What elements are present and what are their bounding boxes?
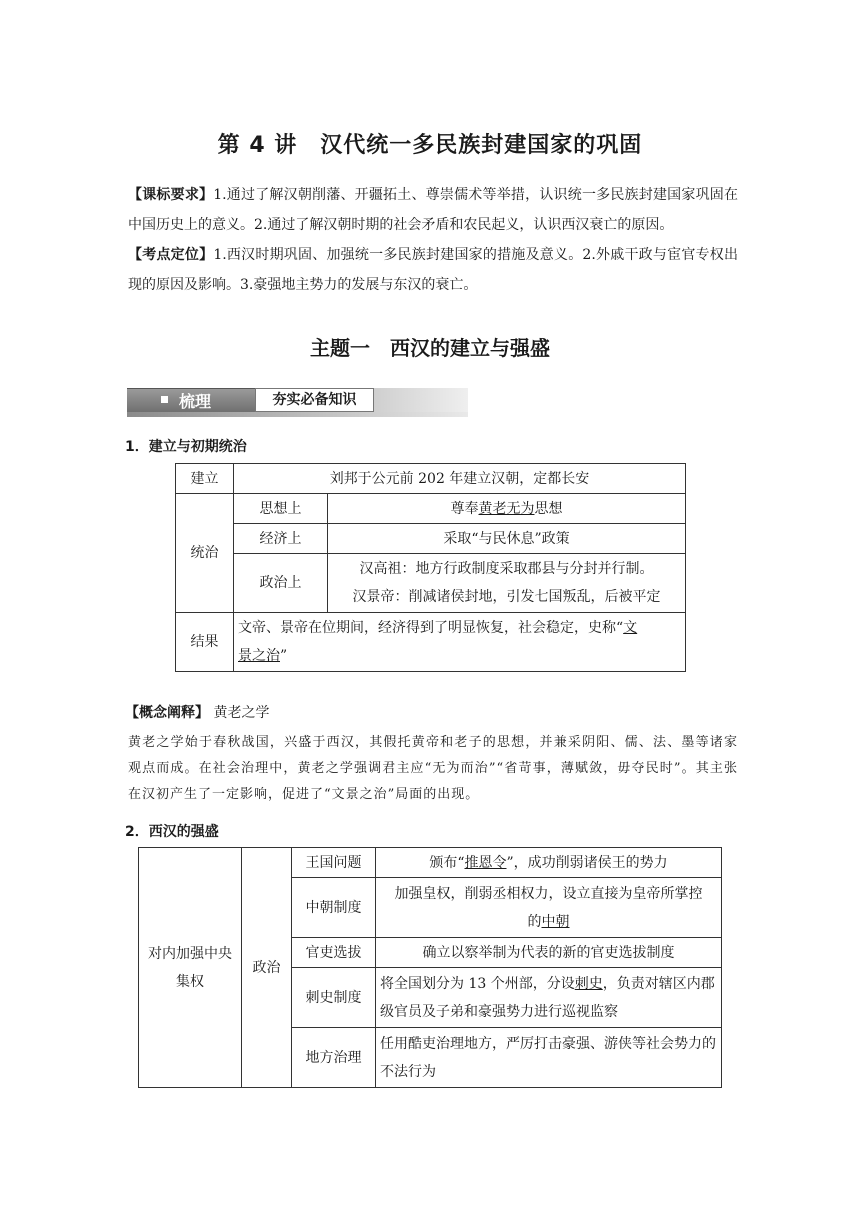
local-gov-head: 地方治理: [292, 1028, 376, 1088]
table-row: [176, 613, 686, 672]
politics-line-2: 汉景帝：削减诸侯封地，引发七国叛乱，后被平定: [352, 589, 661, 605]
kingdom-head: 王国问题: [292, 848, 376, 878]
politics-line-1: 汉高祖：地方行政制度采取郡县与分封并行制。: [359, 561, 654, 577]
banner-label: 梳理: [179, 392, 212, 411]
focus-tag: 【考点定位】: [128, 247, 214, 263]
banner-underline: [127, 412, 468, 417]
table-row: [139, 848, 722, 878]
selection-text: 确立以察举制为代表的新的官吏选拔制度: [376, 938, 722, 968]
exam-focus: [128, 240, 738, 300]
col-politics: 政治: [242, 848, 292, 1088]
requirements-tag: 【课标要求】: [128, 187, 214, 203]
economy-head: 经济上: [234, 524, 328, 554]
ideology-post: 思想: [534, 500, 563, 517]
focus-text: 1.西汉时期巩固、加强统一多民族封建国家的措施及意义。2.外戚干政与宦官专权出现的原因及影响。3.豪强地主势力的发展与东汉的衰亡。: [128, 247, 738, 293]
establishment-table: [175, 463, 686, 672]
local-gov-text: 任用酷吏治理地方，严厉打击豪强、游侠等社会势力的不法行为: [376, 1028, 722, 1088]
result-key-term-b: 景之治: [238, 648, 280, 664]
kingdom-key-term: 推恩令: [464, 854, 507, 871]
kingdom-post: ”，成功削弱诸侯王的势力: [506, 854, 668, 871]
concept-text: 黄老之学始于春秋战国，兴盛于西汉，其假托黄帝和老子的思想，并兼采阴阳、儒、法、墨等诸家观点而成。在社会治理中，黄老之学强调君主应“无为而治”“省苛事，薄赋敛，毋夺民时”。其主张在汉初产生了一定影响，促进了“文景之治”局面的出现。: [128, 735, 738, 802]
lesson-title: 第 4 讲 汉代统一多民族封建国家的巩固: [217, 133, 643, 158]
section-heading-2: 2．西汉的强盛: [125, 824, 219, 840]
inner-court-line-1: 加强皇权，削弱丞相权力，设立直接为皇帝所掌控: [394, 885, 703, 902]
inner-court-pre: 的: [527, 913, 542, 930]
concept-tag: 【概念阐释】: [125, 705, 209, 721]
row-head-result: 结果: [176, 613, 234, 672]
inner-court-head: 中朝制度: [292, 878, 376, 938]
table-row: [176, 554, 686, 613]
row-head-establish: 建立: [176, 464, 234, 494]
ideology-cell: [328, 494, 686, 524]
banner-subtitle: 夯实必备知识: [255, 388, 374, 412]
col-central-power: [139, 848, 242, 1088]
result-key-term-a: 文: [623, 620, 638, 636]
result-pre: 文帝、景帝在位期间，经济得到了明显恢复，社会稳定，史称“: [238, 620, 624, 636]
curriculum-requirements: [128, 180, 738, 240]
establish-text: 刘邦于公元前 202 年建立汉朝，定都长安: [234, 464, 686, 494]
kingdom-pre: 颁布“: [429, 854, 465, 871]
section-heading-1: 1．建立与初期统治: [125, 439, 247, 455]
inspector-key-term: 刺史: [574, 975, 603, 992]
ideology-head: 思想上: [234, 494, 328, 524]
inspector-cell: [376, 968, 722, 1028]
theme-title: 主题一 西汉的建立与强盛: [310, 336, 550, 360]
inner-court-key-term: 中朝: [541, 913, 570, 930]
section-banner: [127, 388, 468, 416]
inspector-post: ，负责对辖区内郡级官员及子弟和豪强势力进行巡视监察: [380, 975, 715, 1020]
table-row: [176, 494, 686, 524]
politics-head: 政治上: [234, 554, 328, 613]
politics-cell: [328, 554, 686, 613]
result-post: ”: [280, 648, 288, 664]
inspector-pre: 将全国划分为 13 个州部，分设: [380, 975, 575, 992]
prosperity-table: [138, 847, 722, 1088]
economy-text: 采取“与民休息”政策: [328, 524, 686, 554]
selection-head: 官吏选拔: [292, 938, 376, 968]
concept-heading: [125, 702, 269, 722]
concept-term: 黄老之学: [213, 705, 270, 721]
banner-fade-block: [374, 388, 468, 412]
inspector-head: 刺史制度: [292, 968, 376, 1028]
row-head-rule: 统治: [176, 494, 234, 613]
requirements-text: 1.通过了解汉朝削藩、开疆拓土、尊崇儒术等举措，认识统一多民族封建国家巩固在中国历史上的意义。2.通过了解汉朝时期的社会矛盾和农民起义，认识西汉衰亡的原因。: [128, 187, 738, 233]
inner-court-cell: [376, 878, 722, 938]
ideology-key-term: 黄老无为: [478, 500, 535, 517]
kingdom-cell: [376, 848, 722, 878]
table-row: [176, 464, 686, 494]
result-cell: [234, 613, 686, 672]
square-bullet-icon: [161, 396, 168, 403]
central-power-text: 对内加强中央集权: [148, 945, 232, 990]
table-row: [176, 524, 686, 554]
ideology-pre: 尊奉: [450, 500, 479, 517]
